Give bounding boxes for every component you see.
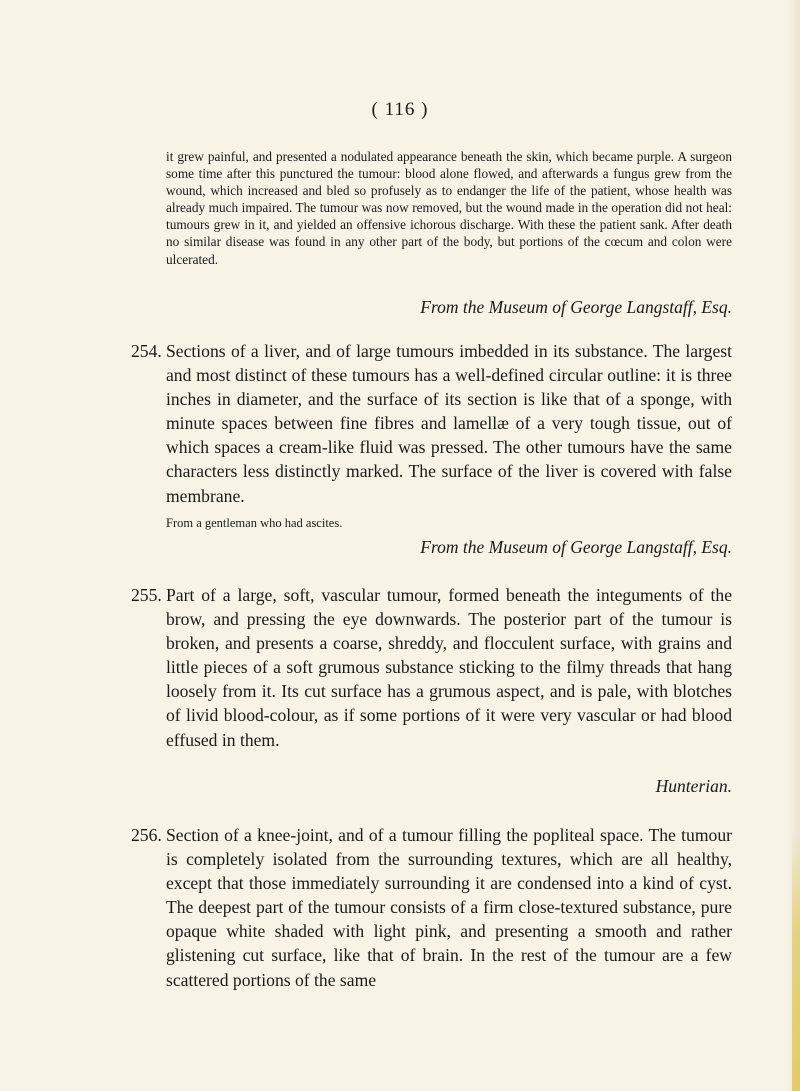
catalogue-entry-256 [131, 823, 732, 992]
entry-254-note: From a gentleman who had ascites. [166, 516, 343, 530]
entry-text: Part of a large, soft, vascular tumour, formed beneath the integuments of the brow, and pressing the eye downwards. The posterior part of the tumour is broken, and presents a coarse, shreddy, and flocculent surface, with grains and little pieces of a soft grumous substance sticking to the filmy threads that hang loosely from it. Its cut surface has a grumous aspect, and is pale, with blotches of livid blood-colour, as if some portions of it were very vascular or had blood effused in them. [166, 585, 732, 750]
entry-254-attribution: From the Museum of George Langstaff, Esq. [420, 537, 732, 557]
continuation-attribution: From the Museum of George Langstaff, Esq. [420, 297, 732, 317]
entry-number: 255. [131, 585, 162, 605]
page-edge-stain [792, 830, 800, 1091]
entry-number: 256. [131, 825, 162, 845]
entry-text: Section of a knee-joint, and of a tumour filling the popliteal space. The tumour is completely isolated from the surrounding textures, which are all healthy, except that those immediately surrounding it are condensed into a kind of cyst. The deepest part of the tumour consists of a firm close-textured substance, pure opaque white shaded with light pink, and presenting a smooth and rather glistening cut surface, like that of brain. In the rest of the tumour are a few scattered portions of the same [166, 825, 732, 990]
continuation-paragraph: it grew painful, and presented a nodulated appearance beneath the skin, which became purple. A surgeon some time after this punctured the tumour: blood alone flowed, and afterwards a fungus grew from the wound, which increased and bled so profusely as to endanger the life of the patient, whose health was already much impaired. The tumour was now removed, but the wound made in the operation did not heal: tumours grew in it, and yielded an offensive ichorous discharge. With these the patient sank. After death no similar disease was found in any other part of the body, but portions of the cœcum and colon were ulcerated. [166, 149, 732, 267]
catalogue-entry-254 [131, 339, 732, 508]
page-number: ( 116 ) [371, 99, 429, 120]
entry-255-attribution: Hunterian. [655, 776, 732, 796]
entry-number: 254. [131, 341, 162, 361]
entry-text: Sections of a liver, and of large tumours imbedded in its substance. The largest and most distinct of these tumours has a well-defined circular outline: it is three inches in diameter, and the surface of its section is like that of a sponge, with minute spaces between fine fibres and lamellæ of a very tough tissue, out of which spaces a cream-like fluid was pressed. The other tumours have the same characters less distinctly marked. The surface of the liver is covered with false membrane. [166, 341, 732, 506]
catalogue-entry-255 [131, 583, 732, 752]
